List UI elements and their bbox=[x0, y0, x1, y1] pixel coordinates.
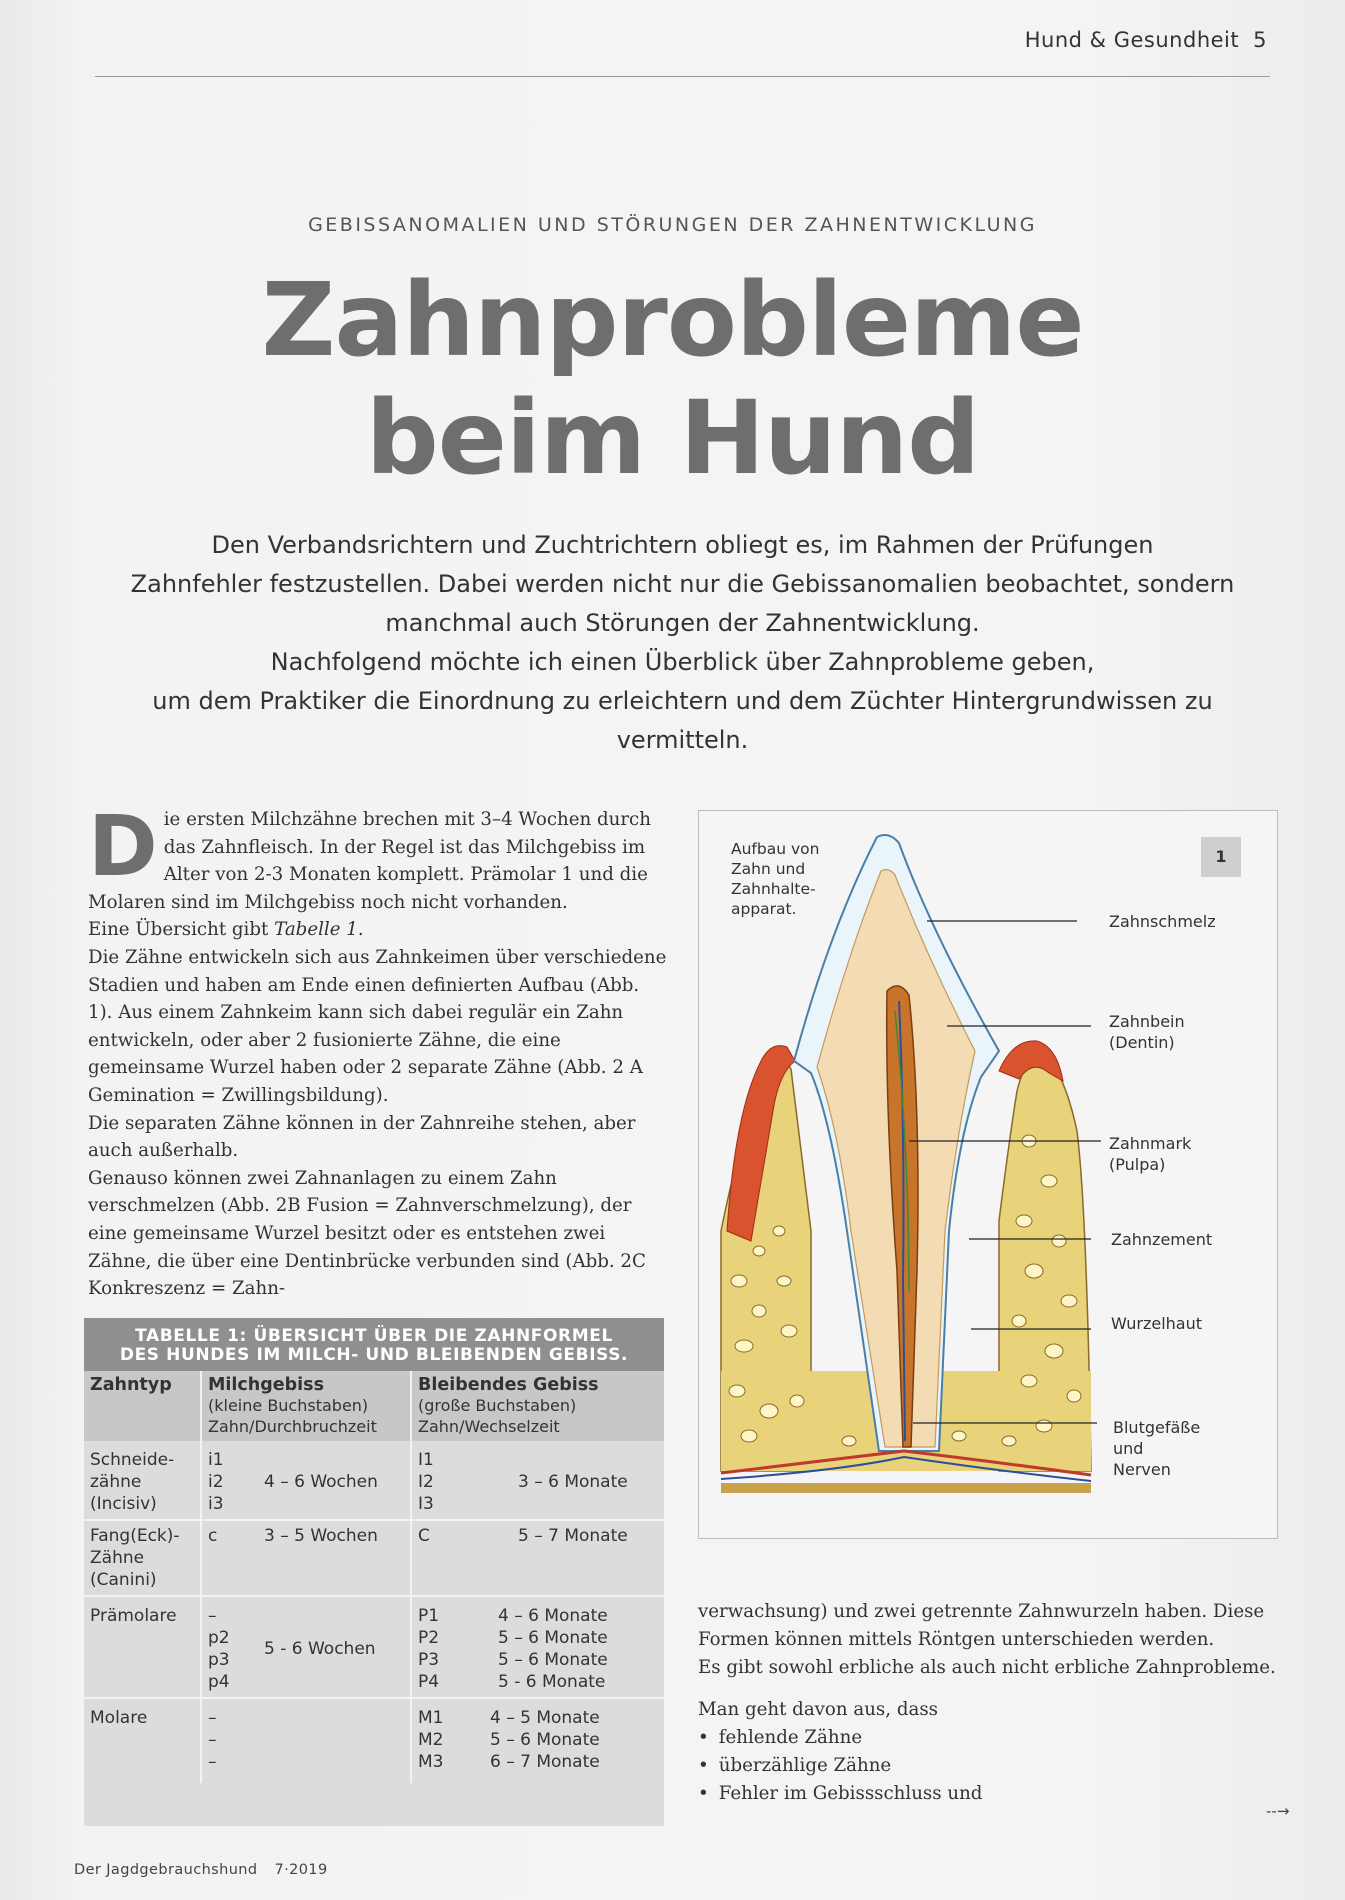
table-title: TABELLE 1: ÜBERSICHT ÜBER DIE ZAHNFORMEL DES HUNDES IM MILCH- UND BLEIBENDEN GEBISS. bbox=[84, 1318, 664, 1371]
table-row: Prämolare – p2 p3 p4 5 - 6 Wochen P1 P2 P3 P4 4 – 6 Monate 5 – 6 Monate 5 – 6 Monate 5 - 6 Monate bbox=[84, 1596, 664, 1698]
body-paragraph: Die separaten Zähne können in der Zahnreihe stehen, aber auch außerhalb. bbox=[88, 1112, 636, 1162]
lead-line: Nachfolgend möchte ich einen Überblick über Zahnprobleme geben, bbox=[270, 648, 1095, 676]
footer bbox=[74, 1862, 328, 1878]
lead-line: Den Verbandsrichtern und Zuchtrichtern obliegt es, im Rahmen der Prüfungen bbox=[211, 531, 1154, 559]
body-column-left bbox=[88, 797, 668, 1303]
table-row: Molare – – – M1 M2 M3 4 – 5 Monate 5 – 6 Monate 6 – 7 Monate bbox=[84, 1698, 664, 1783]
body-paragraph: verwachsung) und zwei getrennte Zahnwurzeln haben. Diese Formen können mittels Röntgen unterschieden werden. bbox=[698, 1601, 1265, 1650]
article-title bbox=[0, 262, 1345, 498]
lead-line: um dem Praktiker die Einordnung zu erleichtern und dem Züchter Hintergrundwissen zu bbox=[152, 687, 1213, 715]
section-name: Hund & Gesundheit bbox=[1024, 28, 1240, 52]
body-paragraph: Die Zähne entwickeln sich aus Zahnkeimen über verschiedene Stadien und haben am Ende einen definierten Aufbau (Abb. 1). Aus einem Zahnkeim kann sich dabei regulär ein Zahn entwickeln, oder aber 2 fusionierte Zähne, die eine gemeinsame Wurzel haben oder 2 separate Zähne (Abb. 2 A Gemination = Zwillingsbildung). bbox=[88, 946, 667, 1106]
lead-line: vermitteln. bbox=[616, 726, 749, 754]
label-vessels-nerves: Blutgefäße und Nerven bbox=[1113, 1418, 1201, 1479]
body-paragraph: Genauso können zwei Zahnanlagen zu einem Zahn verschmelzen (Abb. 2B Fusion = Zahnverschmelzung), der eine gemeinsame Wurzel besitzt oder es entstehen zwei Zähne, die über eine Dentinbrücke verbunden sind (Abb. 2C Konkreszenz = Zahn- bbox=[88, 1167, 646, 1300]
continued-arrow-icon: --→ bbox=[1266, 1802, 1290, 1820]
table-row: Schneide- zähne (Incisiv) i1 i2 i3 4 – 6 Wochen I1 I2 I3 3 – 6 Monate bbox=[84, 1441, 664, 1520]
tooth-anatomy-figure bbox=[698, 810, 1278, 1539]
page-number: 5 bbox=[1253, 28, 1267, 52]
body-paragraph: Es gibt sowohl erbliche als auch nicht erbliche Zahnprobleme. bbox=[698, 1657, 1276, 1678]
list-intro: Man geht davon aus, dass bbox=[698, 1699, 938, 1720]
list-item: • fehlende Zähne bbox=[698, 1724, 1278, 1752]
figure-caption: Aufbau von Zahn und Zahnhalte- apparat. bbox=[731, 840, 820, 918]
tooth-formula-table bbox=[84, 1318, 664, 1826]
label-dentin: Zahnbein (Dentin) bbox=[1109, 1012, 1185, 1052]
lead-paragraph bbox=[95, 526, 1270, 760]
table-row: Fang(Eck)- Zähne (Canini) c 3 – 5 Wochen C 5 – 7 Monate bbox=[84, 1520, 664, 1596]
header-tooth-type: Zahntyp bbox=[84, 1371, 201, 1441]
label-periodontium: Wurzelhaut bbox=[1111, 1314, 1203, 1333]
body-paragraph: Die ersten Milchzähne brechen mit 3–4 Wochen durch das Zahnfleisch. In der Regel ist das Milchgebiss im Alter von 2-3 Monaten komplett. Prämolar 1 und die Molaren sind im Milchgebiss noch nicht vorhanden. bbox=[88, 797, 651, 913]
title-line-1: Zahnprobleme bbox=[261, 261, 1084, 380]
drop-cap: D bbox=[88, 797, 158, 895]
publication-name: Der Jagdgebrauchshund bbox=[74, 1862, 258, 1878]
list-item: • überzählige Zähne bbox=[698, 1752, 1278, 1780]
label-enamel: Zahnschmelz bbox=[1109, 912, 1216, 931]
header-rule bbox=[95, 76, 1270, 77]
figure-number-badge: 1 bbox=[1201, 837, 1241, 877]
label-cementum: Zahnzement bbox=[1111, 1230, 1213, 1249]
table-grid bbox=[84, 1371, 664, 1783]
body-paragraph: Eine Übersicht gibt Tabelle 1. bbox=[88, 919, 364, 941]
lead-line: manchmal auch Störungen der Zahnentwicklung. bbox=[385, 609, 980, 637]
label-pulp: Zahnmark (Pulpa) bbox=[1109, 1134, 1192, 1174]
lead-line: Zahnfehler festzustellen. Dabei werden nicht nur die Gebissanomalien beobachtet, sondern bbox=[130, 570, 1235, 598]
header-permanent-teeth: Bleibendes Gebiss (große Buchstaben) Zahn/Wechselzeit bbox=[411, 1371, 664, 1441]
kicker: GEBISSANOMALIEN UND STÖRUNGEN DER ZAHNENTWICKLUNG bbox=[308, 214, 1037, 236]
header-milk-teeth: Milchgebiss (kleine Buchstaben) Zahn/Durchbruchzeit bbox=[201, 1371, 411, 1441]
running-head bbox=[1025, 28, 1267, 52]
list-item: • Fehler im Gebissschluss und bbox=[698, 1780, 1278, 1808]
table-header-row bbox=[84, 1371, 664, 1441]
bullet-list bbox=[698, 1724, 1278, 1808]
title-line-2: beim Hund bbox=[365, 379, 980, 498]
body-column-right bbox=[698, 1598, 1278, 1808]
issue-number: 7·2019 bbox=[274, 1862, 328, 1878]
table-reference: Tabelle 1. bbox=[274, 919, 364, 941]
